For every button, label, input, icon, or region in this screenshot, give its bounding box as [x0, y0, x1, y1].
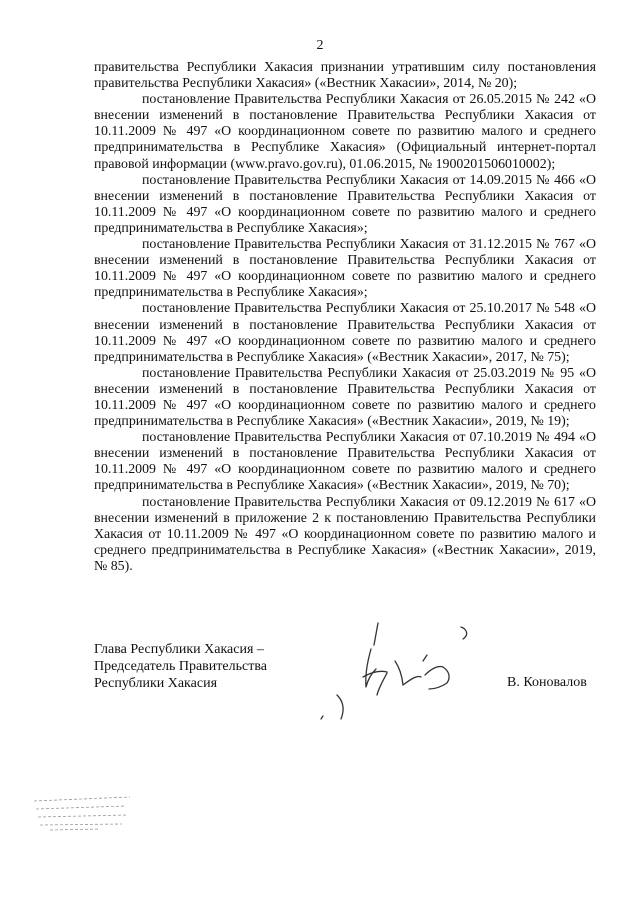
paragraph-6: постановление Правительства Республики Хакасия от 25.03.2019 № 95 «О внесении изменений в постановление Правительства Республики Хакасия от 10.11.2009 № 497 «О координационном совете по развитию малого и среднего предпринимательства в Республике Хакасия» («Вестник Хакасии», 2019, № 19); — [94, 365, 596, 430]
document-body — [94, 60, 596, 575]
signatory-title-line-1: Глава Республики Хакасия – — [94, 642, 264, 657]
signatory-title — [94, 641, 267, 692]
page-number: 2 — [316, 38, 324, 53]
paragraph-7: постановление Правительства Республики Хакасия от 07.10.2019 № 494 «О внесении изменений в постановление Правительства Республики Хакасия от 10.11.2009 № 497 «О координационном совете по развитию малого и среднего предпринимательства в Республике Хакасия» («Вестник Хакасии», 2019, № 70); — [94, 430, 596, 494]
signatory-title-line-2: Председатель Правительства — [94, 659, 267, 674]
signatory-name: В. Коновалов — [507, 675, 587, 690]
signatory-title-line-3: Республики Хакасия — [94, 676, 218, 691]
paragraph-5: постановление Правительства Республики Хакасия от 25.10.2017 № 548 «О внесении изменений в постановление Правительства Республики Хакасия от 10.11.2009 № 497 «О координационном совете по развитию малого и среднего предпринимательства в Республике Хакасия» («Вестник Хакасии», 2017, № 75); — [94, 301, 596, 365]
paragraph-4: постановление Правительства Республики Хакасия от 31.12.2015 № 767 «О внесении изменений в постановление Правительства Республики Хакасия от 10.11.2009 № 497 «О координационном совете по развитию малого и среднего предпринимательства в Республике Хакасия»; — [94, 237, 596, 301]
paragraph-8: постановление Правительства Республики Хакасия от 09.12.2019 № 617 «О внесении изменений в приложение 2 к постановлению Правительства Республики Хакасия от 10.11.2009 № 497 «О координационном совете по развитию малого и среднего предпринимательства в Республике Хакасия» («Вестник Хакасии», 2019, № 85). — [94, 494, 596, 574]
paragraph-3: постановление Правительства Республики Хакасия от 14.09.2015 № 466 «О внесении изменений в постановление Правительства Республики Хакасия от 10.11.2009 № 497 «О координационном совете по развитию малого и среднего предпринимательства в Республике Хакасия»; — [94, 172, 596, 236]
handwritten-signature — [275, 615, 495, 725]
paragraph-1: правительства Республики Хакасия признании утратившим силу постановления правительства Республики Хакасия» («Вестник Хакасии», 2014, № 20); — [94, 60, 596, 92]
paragraph-2: постановление Правительства Республики Хакасия от 26.05.2015 № 242 «О внесении изменений в постановление Правительства Республики Хакасия от 10.11.2009 № 497 «О координационном совете по развитию малого и среднего предпринимательства в Республике Хакасия» (Официальный интернет-портал правовой информации (www.pravo.gov.ru), 01.06.2015, № 1900201506010002); — [94, 92, 596, 172]
faint-stamp-mark — [30, 795, 140, 833]
